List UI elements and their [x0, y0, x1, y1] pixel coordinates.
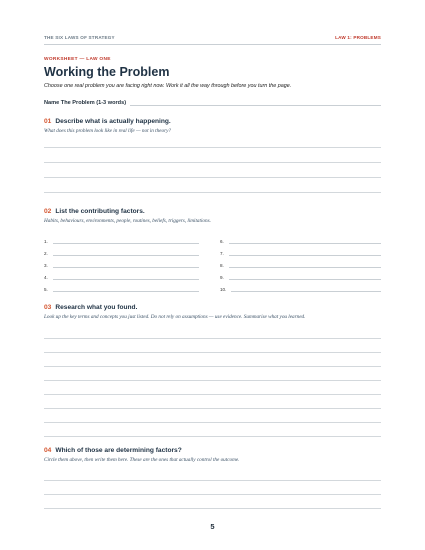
section-heading: [44, 304, 381, 311]
factor-item[interactable]: [220, 258, 381, 268]
factor-item[interactable]: [220, 246, 381, 256]
factor-number: 6.: [220, 239, 224, 244]
page-title: Working the Problem: [44, 65, 170, 79]
factor-line[interactable]: [229, 274, 381, 280]
header-divider: [44, 44, 381, 45]
answer-line[interactable]: [44, 480, 381, 481]
page-number: 5: [210, 522, 215, 531]
section-01: [44, 118, 381, 134]
intro-text: Choose one real problem you are facing right now. Work it all the way through before you turn the page.: [44, 83, 292, 89]
factor-item[interactable]: [220, 282, 381, 292]
factor-list: [44, 234, 381, 294]
section-number: 03: [44, 304, 52, 311]
factor-number: 5.: [44, 287, 48, 292]
factor-item[interactable]: [220, 270, 381, 280]
factor-line[interactable]: [53, 238, 199, 244]
factor-line[interactable]: [229, 250, 381, 256]
answer-line[interactable]: [44, 177, 381, 178]
running-header: [44, 35, 381, 40]
section-04: [44, 447, 381, 463]
section-number: 01: [44, 118, 52, 125]
factor-number: 1.: [44, 239, 48, 244]
answer-line[interactable]: [44, 192, 381, 193]
factor-line[interactable]: [231, 286, 381, 292]
section-heading: [44, 447, 381, 454]
answer-line[interactable]: [44, 508, 381, 509]
factor-number: 10.: [220, 287, 227, 292]
answer-line[interactable]: [44, 408, 381, 409]
section-02: [44, 208, 381, 224]
problem-name-row: [44, 99, 381, 106]
factor-number: 9.: [220, 275, 224, 280]
answer-line[interactable]: [44, 147, 381, 148]
worksheet-kicker: WORKSHEET — LAW ONE: [44, 57, 111, 62]
factor-line[interactable]: [53, 274, 199, 280]
section-title: Research what you found.: [55, 304, 138, 311]
section-number: 04: [44, 447, 52, 454]
factor-line[interactable]: [53, 262, 199, 268]
answer-line[interactable]: [44, 394, 381, 395]
factor-line[interactable]: [229, 262, 381, 268]
factor-number: 8.: [220, 263, 224, 268]
section-title: Describe what is actually happening.: [55, 118, 171, 125]
section-description: Look up the key terms and concepts you just listed. Do not rely on assumptions — use evidence. Summarise what you learned.: [44, 314, 306, 320]
factor-number: 2.: [44, 251, 48, 256]
answer-line[interactable]: [44, 494, 381, 495]
factor-line[interactable]: [229, 238, 381, 244]
section-description: Circle them above, then write them here. These are the ones that actually control the outcome.: [44, 457, 240, 463]
problem-name-field[interactable]: [130, 99, 381, 106]
section-description: Habits, behaviours, environments, people, routines, beliefs, triggers, limitations.: [44, 218, 211, 224]
answer-line[interactable]: [44, 162, 381, 163]
factor-item[interactable]: [44, 258, 199, 268]
factor-item[interactable]: [44, 246, 199, 256]
section-number: 02: [44, 208, 52, 215]
answer-line[interactable]: [44, 366, 381, 367]
factor-item[interactable]: [220, 234, 381, 244]
answer-line[interactable]: [44, 422, 381, 423]
chapter-label: LAW 1: PROBLEMS: [335, 35, 381, 40]
section-title: Which of those are determining factors?: [55, 447, 182, 454]
problem-name-label: Name The Problem (1-3 words): [44, 100, 127, 106]
book-title: THE SIX LAWS OF STRATEGY: [44, 35, 115, 40]
answer-line[interactable]: [44, 436, 381, 437]
factor-item[interactable]: [44, 282, 199, 292]
factor-number: 7.: [220, 251, 224, 256]
section-heading: [44, 208, 381, 215]
factor-line[interactable]: [53, 250, 199, 256]
factor-number: 4.: [44, 275, 48, 280]
section-description: What does this problem look like in real life — not in theory?: [44, 128, 171, 134]
answer-line[interactable]: [44, 338, 381, 339]
factor-item[interactable]: [44, 234, 199, 244]
factor-line[interactable]: [53, 286, 199, 292]
answer-line[interactable]: [44, 352, 381, 353]
factor-item[interactable]: [44, 270, 199, 280]
section-heading: [44, 118, 381, 125]
section-title: List the contributing factors.: [55, 208, 145, 215]
factor-number: 3.: [44, 263, 48, 268]
section-03: [44, 304, 381, 320]
answer-line[interactable]: [44, 380, 381, 381]
